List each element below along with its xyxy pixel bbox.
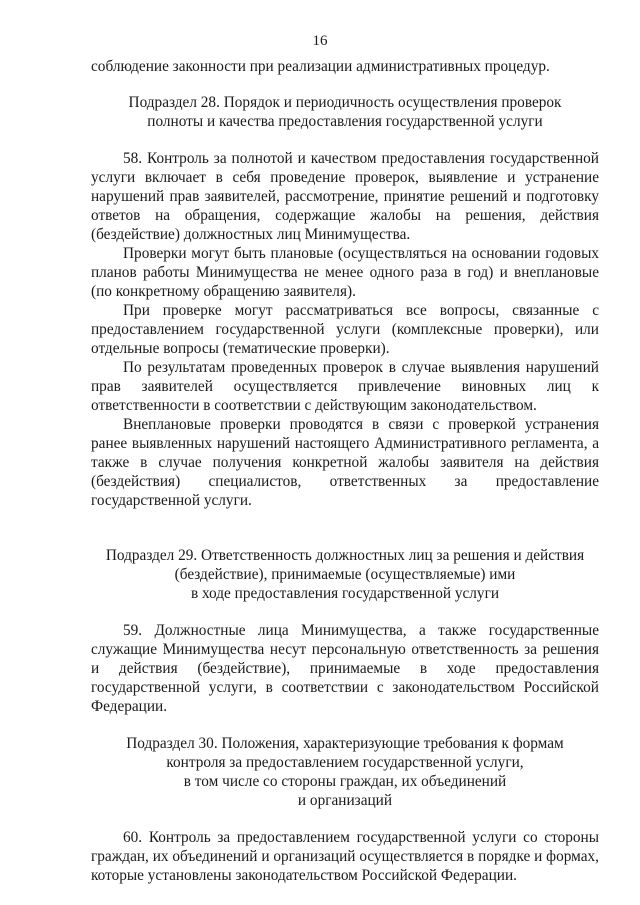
heading-line: Подраздел 28. Порядок и периодичность осуществления проверок <box>128 94 562 111</box>
heading-line: (бездействие), принимаемые (осуществляемые) ими <box>174 566 516 583</box>
paragraph-59: 59. Должностные лица Минимущества, а также государственные служащие Минимущества несут персональную ответственность за решения и действия (бездействие), принимаемые в ходе предоставления государственной услуги, в соответствии с законодательством Российской Федерации. <box>91 622 599 715</box>
heading-line: контроля за предоставлением государственной услуги, <box>166 754 524 771</box>
paragraph: Проверки могут быть плановые (осуществляться на основании годовых планов работы Минимущества не менее одного раза в год) и внеплановые (по конкретному обращению заявителя). <box>91 245 599 300</box>
paragraph: По результатам проведенных проверок в случае выявления нарушений прав заявителей осуществляется привлечение виновных лиц к ответственности в соответствии с действующим законодательством. <box>91 359 599 414</box>
intro-line: соблюдение законности при реализации административных процедур. <box>91 58 550 75</box>
paragraph: Внеплановые проверки проводятся в связи с проверкой устранения ранее выявленных нарушений настоящего Административного регламента, а также в случае получения конкретной жалобы заявителя на действия (бездействия) специалистов, ответственных за предоставление государственной услуги. <box>91 416 599 509</box>
heading-line: Подраздел 29. Ответственность должностных лиц за решения и действия <box>105 547 585 564</box>
heading-line: в ходе предоставления государственной услуги <box>190 585 500 602</box>
section-29-heading <box>91 546 599 603</box>
heading-line: полноты и качества предоставления государственной услуги <box>147 113 543 130</box>
paragraph-58: 58. Контроль за полнотой и качеством предоставления государственной услуги включает в себя проведение проверок, выявление и устранение нарушений прав заявителей, рассмотрение, принятие решений и подготовку ответов на обращения, содержащие жалобы на решения, действия (бездействие) должностных лиц Минимущества. <box>91 150 599 243</box>
heading-line: в том числе со стороны граждан, их объединений <box>183 773 507 790</box>
section-28-heading <box>91 93 599 131</box>
section-30-heading <box>91 734 599 810</box>
heading-line: Подраздел 30. Положения, характеризующие требования к формам <box>126 735 564 752</box>
page-number: 16 <box>312 33 328 49</box>
paragraph: При проверке могут рассматриваться все вопросы, связанные с предоставлением государственной услуги (комплексные проверки), или отдельные вопросы (тематические проверки). <box>91 302 599 357</box>
paragraph-60: 60. Контроль за предоставлением государственной услуги со стороны граждан, их объединений и организаций осуществляется в порядке и формах, которые установлены законодательством Российской Федерации. <box>91 829 599 884</box>
heading-line: и организаций <box>297 792 393 809</box>
page-content <box>91 57 599 885</box>
